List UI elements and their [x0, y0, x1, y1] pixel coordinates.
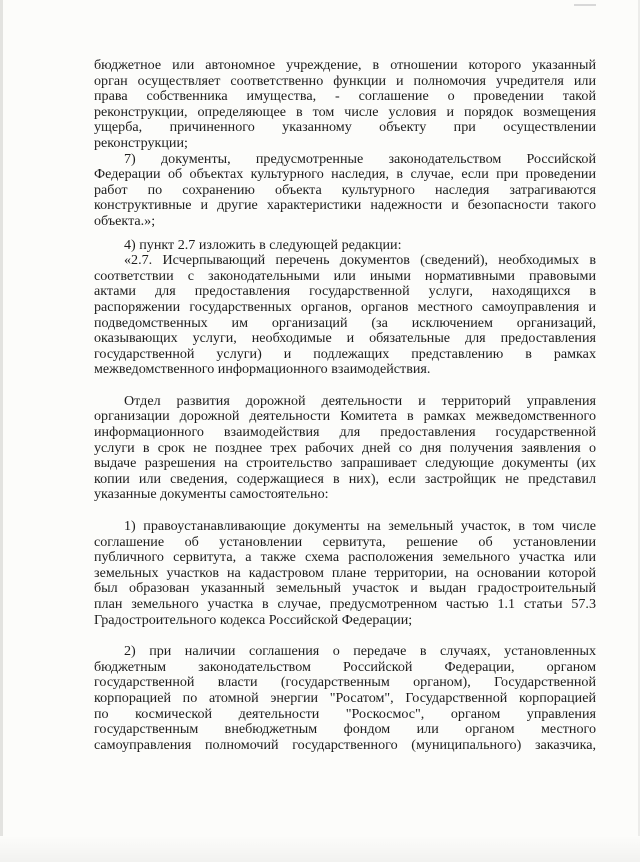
paragraph-p2	[94, 152, 596, 230]
text-line: бюджетное или автономное учреждение, в отношении которого указанный	[94, 57, 596, 73]
text-line: 7) документы, предусмотренные законодательством Российской	[124, 150, 596, 167]
text-line: 1) правоустанавливающие документы на земельный участок, в том числе	[124, 518, 596, 535]
paragraph-p6	[94, 519, 596, 628]
scan-edge-bottom	[0, 836, 640, 862]
document-body	[94, 58, 596, 753]
text-line: копии или сведения, содержащиеся в них), если застройщик не представил	[94, 470, 596, 487]
text-line: земельных участков на кадастровом плане территории, на основании которой	[94, 564, 596, 581]
text-line: ущерба, причиненного указанному объекту при осуществлении	[94, 119, 596, 136]
paragraph-p1	[94, 58, 596, 152]
text-line: актами для предоставления государственной услуги, находящихся в	[94, 283, 596, 300]
text-line: реконструкции, определяющее в том числе условия и порядок возмещения	[94, 103, 596, 120]
text-line: соответствии с законодательными или иными нормативными правовыми	[94, 267, 596, 284]
text-line: государственным внебюджетным фондом или органом местного	[94, 721, 596, 738]
text-line: план земельного участка в случае, предусмотренном частью 1.1 статьи 57.3	[94, 596, 596, 612]
scan-edge-left	[0, 0, 3, 862]
text-line: был образован указанный земельный участок и выдан градостроительный	[94, 580, 596, 597]
text-line: государственной власти (государственным органом), Государственной	[94, 674, 596, 691]
text-line: публичного сервитута, а также схема расположения земельного участка или	[94, 549, 596, 566]
text-line: Федерации об объектах культурного наследия, в случае, если при проведении	[94, 166, 596, 183]
paragraph-p7	[94, 644, 596, 753]
text-line: бюджетным законодательством Российской Федерации, органом	[94, 658, 596, 675]
text-line: орган осуществляет соответственно функции и полномочия учредителя или	[94, 72, 596, 89]
text-line: соглашение об установлении сервитута, решение об установлении	[94, 533, 596, 550]
paragraph-p5	[94, 394, 596, 503]
text-line: объекта.»;	[94, 212, 156, 229]
text-line: информационного взаимодействия для предоставления государственной	[94, 424, 596, 441]
paragraph-p4	[94, 253, 596, 378]
text-line: по космической деятельности "Роскосмос", органом управления	[94, 705, 596, 722]
text-line: выдаче разрешения на строительство запрашивает следующие документы (их	[94, 455, 596, 472]
text-line: подведомственных им организаций (за исключением организаций,	[94, 314, 596, 331]
text-line: «2.7. Исчерпывающий перечень документов (сведений), необходимых в	[124, 252, 596, 269]
text-line: 2) при наличии соглашения о передаче в случаях, установленных	[124, 643, 596, 660]
text-line: государственной услуги) и подлежащих представлению в рамках	[94, 345, 596, 362]
text-line: корпорацией по атомной энергии "Росатом", Государственной корпорацией	[94, 689, 596, 706]
text-line: межведомственного информационного взаимодействия.	[94, 361, 431, 378]
text-line: Градостроительного кодекса Российской Федерации;	[94, 611, 413, 628]
text-line: реконструкции;	[94, 134, 188, 151]
paragraph-p3	[94, 238, 596, 254]
text-line: самоуправления полномочий государственного (муниципального) заказчика,	[94, 736, 596, 753]
text-line: конструктивные и другие характеристики надежности и безопасности такого	[94, 197, 596, 214]
scan-corner-mark	[574, 4, 596, 6]
text-line: указанные документы самостоятельно:	[94, 486, 329, 503]
text-line: оказывающих услуги, необходимые и обязательные для предоставления	[94, 330, 596, 347]
text-line: распоряжении государственных органов, органов местного самоуправления и	[94, 298, 596, 315]
text-line: услуги в срок не позднее трех рабочих дней со дня получения заявления о	[94, 439, 596, 456]
text-line: 4) пункт 2.7 изложить в следующей редакции:	[124, 236, 402, 253]
text-line: работ по сохранению объекта культурного наследия затрагиваются	[94, 181, 596, 198]
text-line: организации дорожной деятельности Комитета в рамках межведомственного	[94, 408, 596, 425]
text-line: Отдел развития дорожной деятельности и территорий управления	[124, 392, 596, 409]
text-line: права собственника имущества, - соглашение о проведении такой	[94, 88, 596, 105]
